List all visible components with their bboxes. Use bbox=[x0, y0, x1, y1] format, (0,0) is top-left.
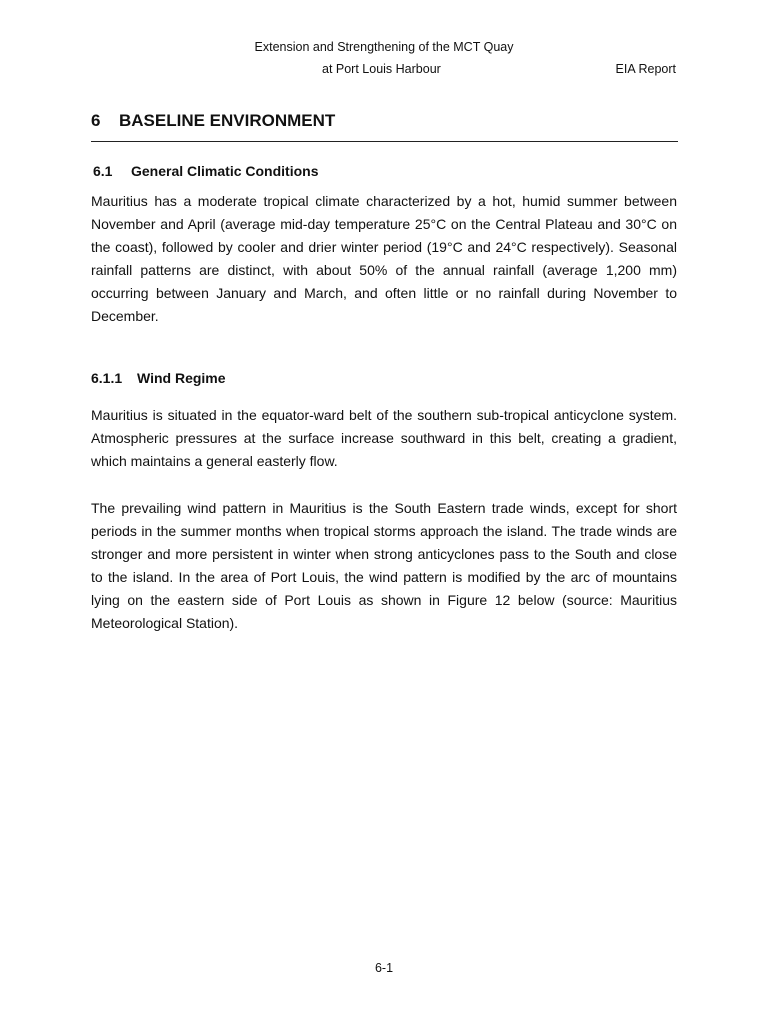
chapter-title: BASELINE ENVIRONMENT bbox=[119, 111, 336, 130]
chapter-heading bbox=[91, 111, 678, 142]
subsection-heading bbox=[91, 370, 226, 386]
wind-paragraph-2: The prevailing wind pattern in Mauritius is the South Eastern trade winds, except for short periods in the summer months when tropical storms approach the island. The trade winds are stronger and more persistent in winter when strong anticyclones pass to the South and close to the island. In the area of Port Louis, the wind pattern is modified by the arc of mountains lying on the eastern side of Port Louis as shown in Figure 12 below (source: Mauritius Meteorological Station). bbox=[91, 500, 677, 631]
header-subtitle: at Port Louis Harbour bbox=[322, 62, 441, 76]
section-title: General Climatic Conditions bbox=[131, 163, 319, 179]
subsection-number: 6.1.1 bbox=[91, 370, 123, 386]
section-heading bbox=[93, 163, 318, 179]
section-number: 6.1 bbox=[93, 163, 113, 179]
subsection-title: Wind Regime bbox=[137, 370, 226, 386]
page-number: 6-1 bbox=[374, 961, 394, 975]
header-title: Extension and Strengthening of the MCT Quay bbox=[254, 40, 514, 54]
wind-paragraph-1: Mauritius is situated in the equator-ward belt of the southern sub-tropical anticyclone system. Atmospheric pressures at the surface increase southward in this belt, creating a gradient, which maintains a general easterly flow. bbox=[91, 407, 677, 469]
climate-paragraph: Mauritius has a moderate tropical climate characterized by a hot, humid summer between November and April (average mid-day temperature 25°C on the Central Plateau and 30°C on the coast), followed by cooler and drier winter period (19°C and 24°C respectively). Seasonal rainfall patterns are distinct, with about 50% of the annual rainfall (average 1,200 mm) occurring between January and March, and often little or no rainfall during November to December. bbox=[91, 193, 677, 324]
chapter-number: 6 bbox=[91, 111, 101, 130]
header-report-label: EIA Report bbox=[615, 62, 676, 76]
